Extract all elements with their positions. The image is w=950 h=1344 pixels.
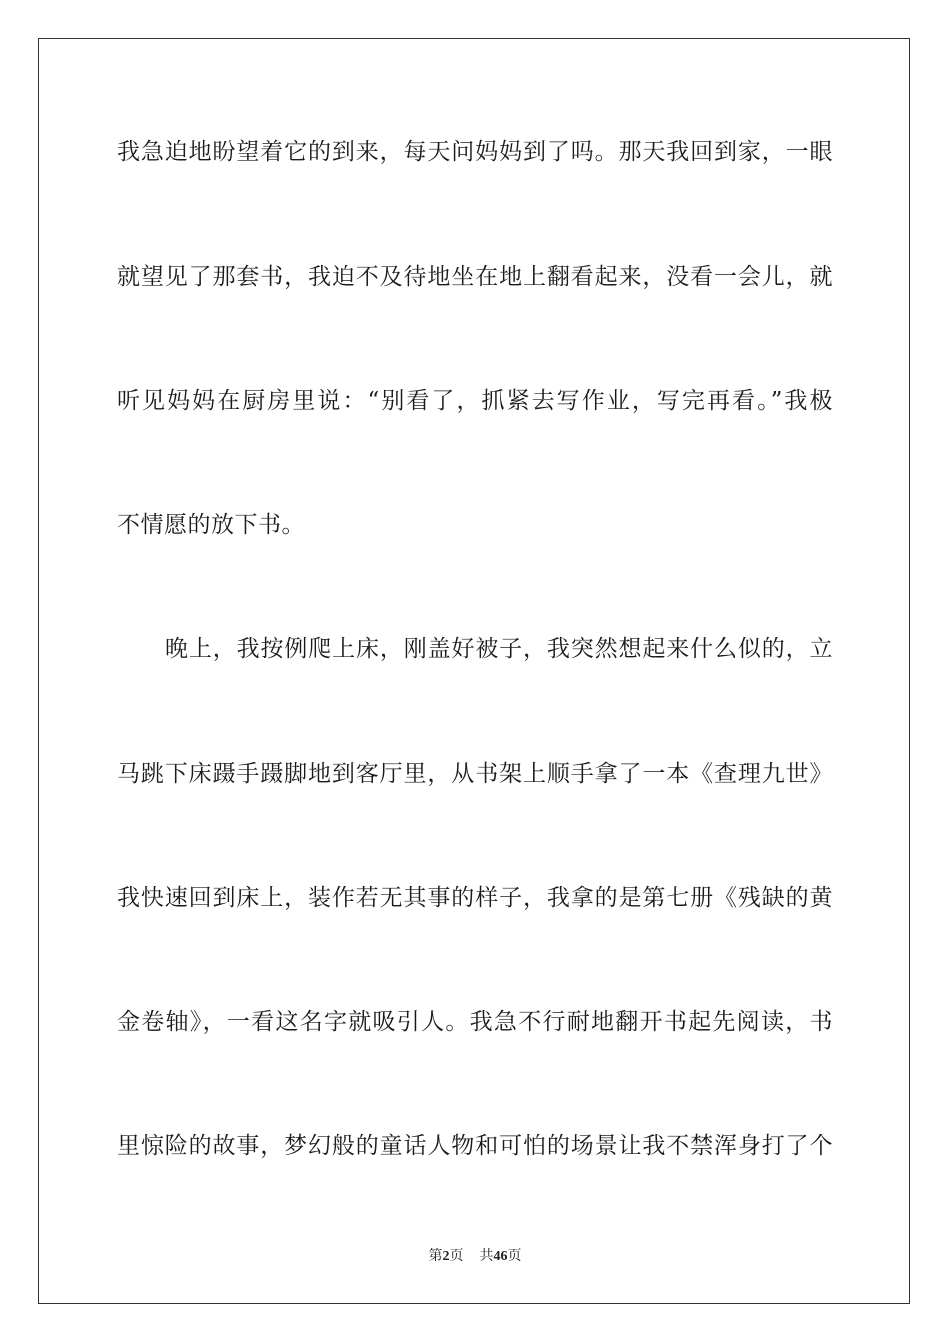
total-suffix: 页 <box>507 1248 522 1264</box>
page-prefix: 第 <box>428 1248 443 1264</box>
body-line-2: 就望见了那套书，我迫不及待地坐在地上翻看起来，没看一会儿，就 <box>117 264 833 290</box>
body-line-9: 里惊险的故事，梦幻般的童话人物和可怕的场景让我不禁浑身打了个 <box>117 1133 833 1159</box>
body-line-8: 金卷轴》，一看这名字就吸引人。我急不行耐地翻开书起先阅读，书 <box>117 1009 833 1035</box>
page-border <box>38 38 910 1304</box>
body-line-1: 我急迫地盼望着它的到来，每天问妈妈到了吗。那天我回到家，一眼 <box>117 139 833 165</box>
body-line-3: 听见妈妈在厨房里说：“别看了，抓紧去写作业，写完再看。”我极 <box>117 388 833 414</box>
total-prefix: 共 <box>479 1248 494 1264</box>
page-footer <box>0 1246 950 1267</box>
body-line-4: 不情愿的放下书。 <box>117 512 305 538</box>
body-line-7: 我快速回到床上，装作若无其事的样子，我拿的是第七册《残缺的黄 <box>117 885 833 911</box>
page-suffix: 页 <box>449 1248 464 1264</box>
page-number: 2 <box>442 1249 450 1264</box>
body-line-6: 马跳下床蹑手蹑脚地到客厅里，从书架上顺手拿了一本《查理九世》 <box>117 761 833 787</box>
body-line-5-paragraph-start: 晚上，我按例爬上床，刚盖好被子，我突然想起来什么似的，立 <box>165 636 833 662</box>
total-pages: 46 <box>493 1249 508 1264</box>
